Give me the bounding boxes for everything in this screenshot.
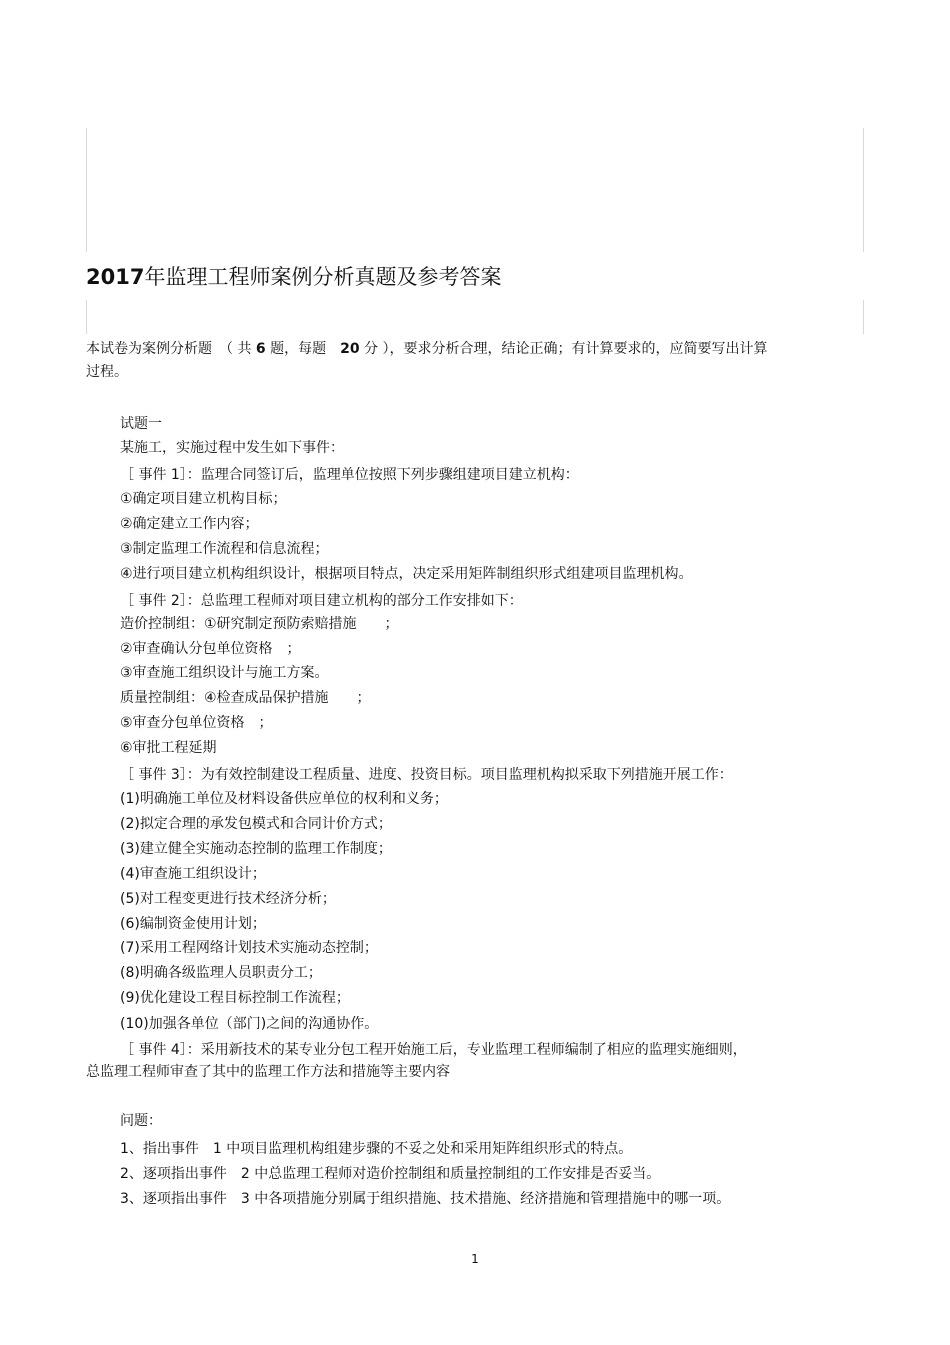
questions-heading: 问题： — [120, 1113, 162, 1129]
event-3-measure-4: (4)审查施工组织设计； — [120, 866, 266, 882]
event-3-heading: ［ 事件 3］：为有效控制建设工程质量、进度、投资目标。项目监理机构拟采取下列措施开展工作： — [120, 767, 733, 783]
intro-text-2: 题，每题 — [265, 341, 341, 357]
event-4-continuation: 总监理工程师审查了其中的监理工作方法和措施等主要内容 — [86, 1064, 450, 1080]
event-2-item-2: ②审查确认分包单位资格 ； — [120, 641, 301, 657]
event-1-step-3: ③制定监理工作流程和信息流程； — [120, 541, 329, 557]
event-3-measure-2: (2)拟定合理的承发包模式和合同计价方式； — [120, 816, 392, 832]
event-3-measure-1: (1)明确施工单位及材料设备供应单位的权利和义务； — [120, 791, 448, 807]
intro-text-4: 过程。 — [86, 364, 128, 380]
event-3-measure-6: (6)编制资金使用计划； — [120, 916, 266, 932]
exam-intro — [86, 338, 831, 384]
question-count: 6 — [255, 341, 266, 357]
case-intro: 某施工，实施过程中发生如下事件： — [120, 440, 344, 456]
event-2-heading: ［ 事件 2］：总监理工程师对项目建立机构的部分工作安排如下： — [120, 593, 523, 609]
margin-line-left-top — [86, 128, 87, 252]
points-per-question: 20 — [340, 341, 360, 357]
event-2-item-1: 造价控制组：①研究制定预防索赔措施 ； — [120, 616, 399, 632]
title-year: 2017 — [86, 265, 145, 289]
event-1-step-1: ①确定项目建立机构目标； — [120, 491, 287, 507]
intro-text-1: 本试卷为案例分析题 （ 共 — [86, 341, 256, 357]
event-1-heading: ［ 事件 1］：监理合同签订后，监理单位按照下列步骤组建项目建立机构： — [120, 467, 579, 483]
question-1: 1、指出事件 1 中项目监理机构组建步骤的不妥之处和采用矩阵组织形式的特点。 — [120, 1141, 633, 1157]
margin-line-right-mid — [863, 300, 864, 334]
title-text: 年监理工程师案例分析真题及参考答案 — [144, 265, 502, 289]
page-number: 1 — [471, 1252, 479, 1266]
question-3: 3、逐项指出事件 3 中各项措施分别属于组织措施、技术措施、经济措施和管理措施中的哪一项。 — [120, 1191, 731, 1207]
section-heading: 试题一 — [120, 416, 162, 432]
event-2-item-3: ③审查施工组织设计与施工方案。 — [120, 665, 329, 681]
margin-line-left-mid — [86, 300, 87, 334]
document-title — [86, 262, 501, 292]
intro-text-3: 分 ），要求分析合理，结论正确；有计算要求的，应简要写出计算 — [359, 341, 768, 357]
event-3-measure-10: (10)加强各单位（部门)之间的沟通协作。 — [120, 1016, 379, 1032]
event-2-item-4: 质量控制组：④检查成品保护措施 ； — [120, 690, 371, 706]
event-1-step-2: ②确定建立工作内容； — [120, 516, 259, 532]
event-1-step-4: ④进行项目建立机构组织设计，根据项目特点，决定采用矩阵制组织形式组建项目监理机构。 — [120, 566, 693, 582]
question-2: 2、逐项指出事件 2 中总监理工程师对造价控制组和质量控制组的工作安排是否妥当。 — [120, 1166, 661, 1182]
event-3-measure-7: (7)采用工程网络计划技术实施动态控制； — [120, 940, 378, 956]
event-3-measure-9: (9)优化建设工程目标控制工作流程； — [120, 990, 350, 1006]
event-2-item-6: ⑥审批工程延期 — [120, 740, 217, 756]
margin-line-right-top — [863, 128, 864, 252]
event-3-measure-3: (3)建立健全实施动态控制的监理工作制度； — [120, 841, 392, 857]
event-3-measure-8: (8)明确各级监理人员职责分工； — [120, 965, 322, 981]
event-3-measure-5: (5)对工程变更进行技术经济分析； — [120, 891, 336, 907]
event-2-item-5: ⑤审查分包单位资格 ； — [120, 715, 273, 731]
event-4-heading: ［ 事件 4］：采用新技术的某专业分包工程开始施工后，专业监理工程师编制了相应的监理实施细则， — [120, 1042, 747, 1058]
